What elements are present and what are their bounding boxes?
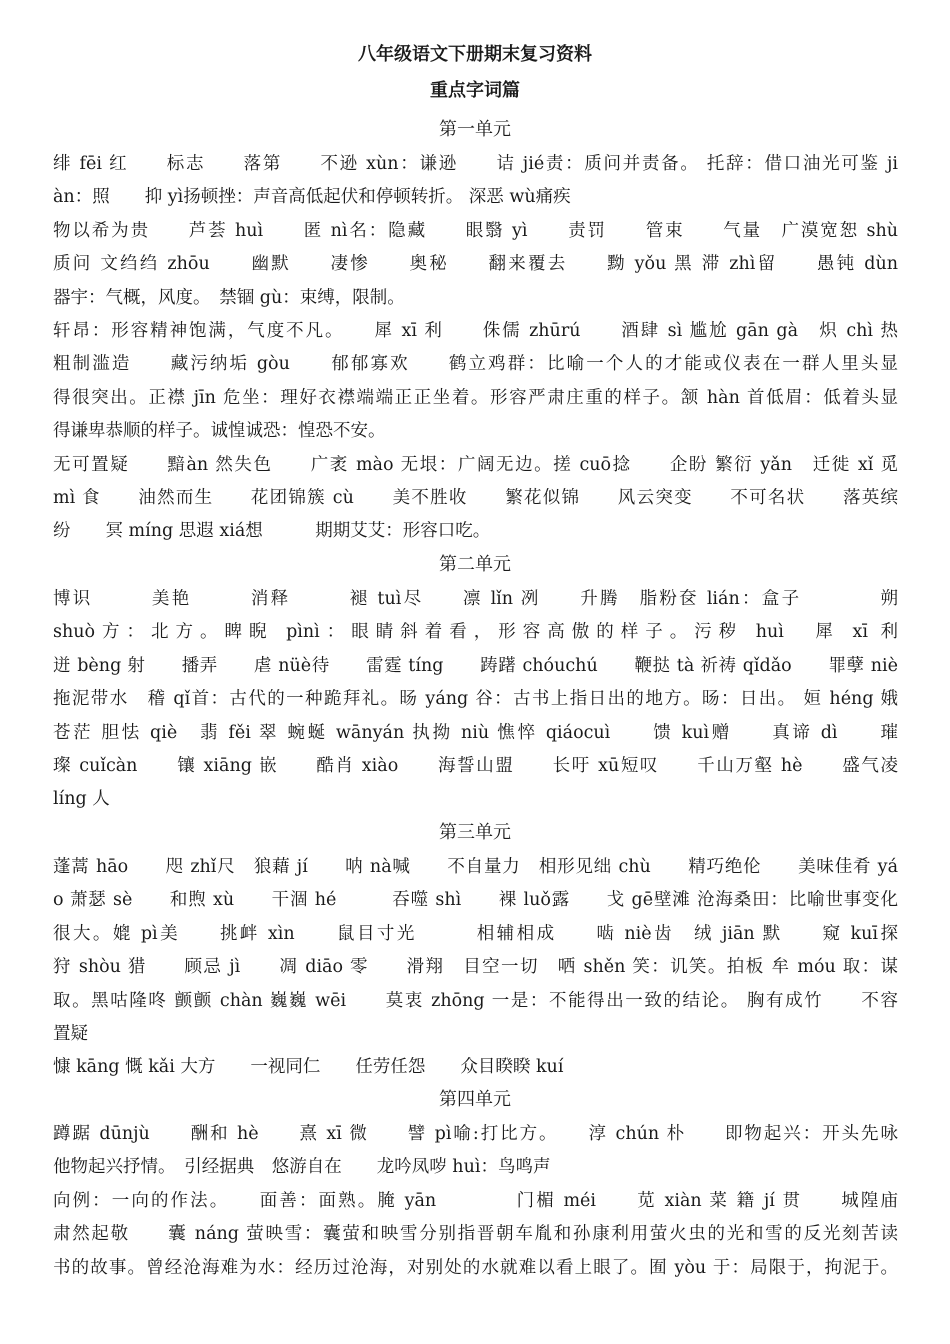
text-line: mì 食 油然而生 花团锦簇 cù 美不胜收 繁花似锦 风云突变 不可名状 落英缤 <box>53 488 898 508</box>
text-line: 蓬蒿 hāo 咫 zhǐ尺 狼藉 jí 呐 nà喊 不自量力 相形见绌 chù 精巧绝伦 美味佳肴 yá <box>53 857 898 877</box>
text-line: 绯 fēi 红 标志 落第 不逊 xùn：谦逊 诘 jié责：质问并责备。 托辞：借口油光可鉴 ji <box>53 154 898 174</box>
text-line: 蹲踞 dūnjù 酬和 hè 熹 xī 微 譬 pì喻:打比方。 淳 chún 朴 即物起兴：开头先咏 <box>53 1124 898 1144</box>
unit-heading: 第三单元 <box>439 822 511 843</box>
text-line: 无可置疑 黯àn 然失色 广袤 mào 无垠：广阔无边。搓 cuō捻 企盼 繁衍 yǎn 迁徙 xǐ 觅 <box>53 455 898 475</box>
text-line: 纷 冥 míng 思遐 xiá想 期期艾艾：形容口吃。 <box>53 521 491 541</box>
text-line: 很大。媲 pì美 挑衅 xìn 鼠目寸光 相辅相成 啮 niè齿 绒 jiān 默 窥 kuī探 <box>53 924 898 944</box>
text-line: shuò方：北方。睥睨 pìnì：眼睛斜着看，形容高傲的样子。污秽 huì 犀 xī 利 <box>53 622 898 642</box>
text-line: o 萧瑟 sè 和煦 xù 干涸 hé 吞噬 shì 裸 luǒ露 戈 gē壁滩 沧海桑田：比喻世事变化 <box>53 890 898 910</box>
text-line: 粗制滥造 藏污纳垢 gòu 郁郁寡欢 鹤立鸡群：比喻一个人的才能或仪表在一群人里头显 <box>53 354 898 374</box>
text-line: 质问 文绉绉 zhōu 幽默 凄惨 奥秘 翻来覆去 黝 yǒu 黑 滞 zhì留 愚钝 dùn <box>53 254 898 274</box>
document-subtitle: 重点字词篇 <box>430 80 520 101</box>
text-line: 狩 shòu 猎 顾忌 jì 凋 diāo 零 滑翔 目空一切 哂 shěn 笑：讥笑。拍板 牟 móu 取：谋 <box>53 957 898 977</box>
unit-heading: 第二单元 <box>439 554 511 575</box>
text-line: 璨 cuǐcàn 镶 xiāng 嵌 酷肖 xiào 海誓山盟 长吁 xū短叹 千山万壑 hè 盛气凌 <box>53 756 898 776</box>
text-line: 他物起兴抒情。 引经据典 悠游自在 龙吟凤哕 huì：鸟鸣声 <box>53 1157 551 1177</box>
text-line: 苍茫 胆怯 qiè 翡 fěi 翠 蜿蜒 wānyán 执拗 niù 憔悴 qiáocuì 馈 kuì赠 真谛 dì 璀 <box>53 723 898 743</box>
text-line: 轩昂：形容精神饱满，气度不凡。 犀 xī 利 侏儒 zhūrú 酒肆 sì 尴尬 gān gà 炽 chì 热 <box>53 321 898 341</box>
text-line: 向例：一向的作法。 面善：面熟。腌 yān 门楣 méi 苋 xiàn 菜 籍 jí 贯 城隍庙 <box>53 1191 898 1211</box>
text-line: 博识 美艳 消释 褪 tuì尽 凛 lǐn 冽 升腾 脂粉奁 lián：盒子 朔 <box>53 589 898 609</box>
text-line: 书的故事。曾经沧海难为水：经历过沧海，对别处的水就难以看上眼了。囿 yòu 于：局限于，拘泥于。 <box>53 1258 898 1278</box>
text-line: 慷 kāng 慨 kǎi 大方 一视同仁 任劳任怨 众目睽睽 kuí <box>53 1057 564 1077</box>
text-line: 置疑 <box>53 1024 88 1044</box>
text-line: 拖泥带水 稽 qǐ首：古代的一种跪拜礼。旸 yáng 谷：古书上指日出的地方。旸：日出。 姮 héng 娥 <box>53 689 898 709</box>
text-line: àn：照 抑 yì扬顿挫：声音高低起伏和停顿转折。 深恶 wù痛疾 <box>53 187 571 207</box>
text-line: 迸 bèng 射 播弄 虐 nüè待 雷霆 tíng 踌躇 chóuchú 鞭挞 tà 祈祷 qǐdǎo 罪孽 niè <box>53 656 898 676</box>
text-line: 肃然起敬 囊 náng 萤映雪：囊萤和映雪分别指晋朝车胤和孙康利用萤火虫的光和雪的反光刻苦读 <box>53 1224 898 1244</box>
document-title: 八年级语文下册期末复习资料 <box>358 44 592 65</box>
text-line: 物以希为贵 芦荟 huì 匿 nì名：隐藏 眼翳 yì 责罚 管束 气量 广漠宽恕 shù <box>53 221 898 241</box>
text-line: 器宇：气概，风度。 禁锢 gù：束缚，限制。 <box>53 288 405 308</box>
text-line: 得很突出。正襟 jīn 危坐：理好衣襟端端正正坐着。形容严肃庄重的样子。颔 hàn 首低眉：低着头显 <box>53 388 898 408</box>
text-line: 得谦卑恭顺的样子。诚惶诚恐：惶恐不安。 <box>53 421 386 441</box>
unit-heading: 第一单元 <box>439 119 511 140</box>
unit-heading: 第四单元 <box>439 1089 511 1110</box>
text-line: 取。黑咕隆咚 颤颤 chàn 巍巍 wēi 莫衷 zhōng 一是：不能得出一致的结论。 胸有成竹 不容 <box>53 991 898 1011</box>
text-line: líng 人 <box>53 789 110 809</box>
